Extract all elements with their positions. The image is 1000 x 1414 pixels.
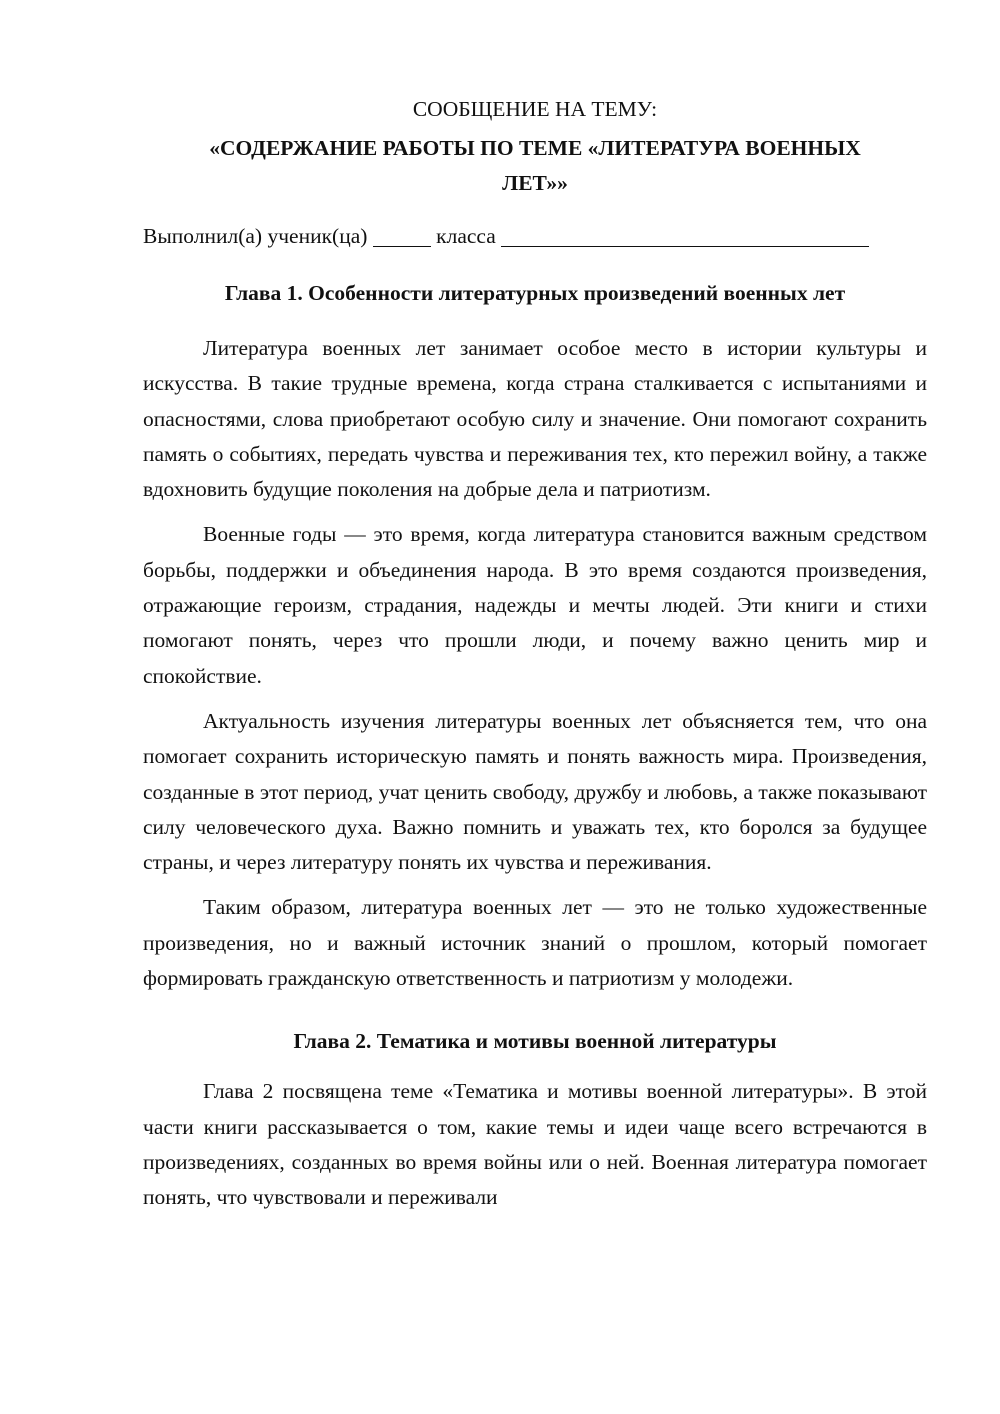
document-title-line-1: СООБЩЕНИЕ НА ТЕМУ:: [412, 97, 658, 121]
performer-label: Выполнил(а) ученик(ца): [143, 224, 368, 248]
performer-line: [143, 218, 927, 254]
document-title-line-2: «СОДЕРЖАНИЕ РАБОТЫ ПО ТЕМЕ «ЛИТЕРАТУРА ВОЕННЫХ: [209, 136, 861, 160]
grade-blank-field: [373, 222, 431, 247]
chapter-1-paragraph: Актуальность изучения литературы военных лет объясняется тем, что она помогает сохранить историческую память и понять важность мира. Произведения, созданные в этот период, учат ценить свободу, дружбу и любовь, а также показывают силу человеческого духа. Важно помнить и уважать тех, кто боролся за будущее страны, и через литературу понять их чувства и переживания.: [143, 708, 927, 875]
chapter-1-paragraph: Литература военных лет занимает особое место в истории культуры и искусства. В такие трудные времена, когда страна сталкивается с испытаниями и опасностями, слова приобретают особую силу и значение. Они помогают сохранить память о событиях, передать чувства и переживания тех, кто пережил войну, а также вдохновить будущие поколения на добрые дела и патриотизм.: [143, 336, 927, 502]
chapter-1-paragraph: Военные годы — это время, когда литература становится важным средством борьбы, поддержки и объединения народа. В это время создаются произведения, отражающие героизм, страдания, надежды и мечты людей. Эти книги и стихи помогают понять, через что прошли люди, и почему важно ценить мир и спокойствие.: [143, 522, 927, 688]
chapter-2-heading: Глава 2. Тематика и мотивы военной литературы: [293, 1029, 777, 1054]
document-content: [143, 92, 927, 1226]
chapter-1-heading: Глава 1. Особенности литературных произведений военных лет: [224, 281, 846, 305]
document-title-line-3: ЛЕТ»»: [502, 171, 568, 195]
class-label: класса: [436, 224, 496, 248]
name-blank-field: [501, 222, 869, 247]
chapter-2-paragraph: Глава 2 посвящена теме «Тематика и мотивы военной литературы». В этой части книги рассказывается о том, какие темы и идеи чаще всего встречаются в произведениях, созданных во время войны или о ней. Военная литература помогает понять, что чувствовали и переживали: [143, 1079, 927, 1210]
chapter-1-paragraph: Таким образом, литература военных лет — это не только художественные произведения, но и важный источник знаний о прошлом, который помогает формировать гражданскую ответственность и патриотизм у молодежи.: [143, 895, 927, 991]
